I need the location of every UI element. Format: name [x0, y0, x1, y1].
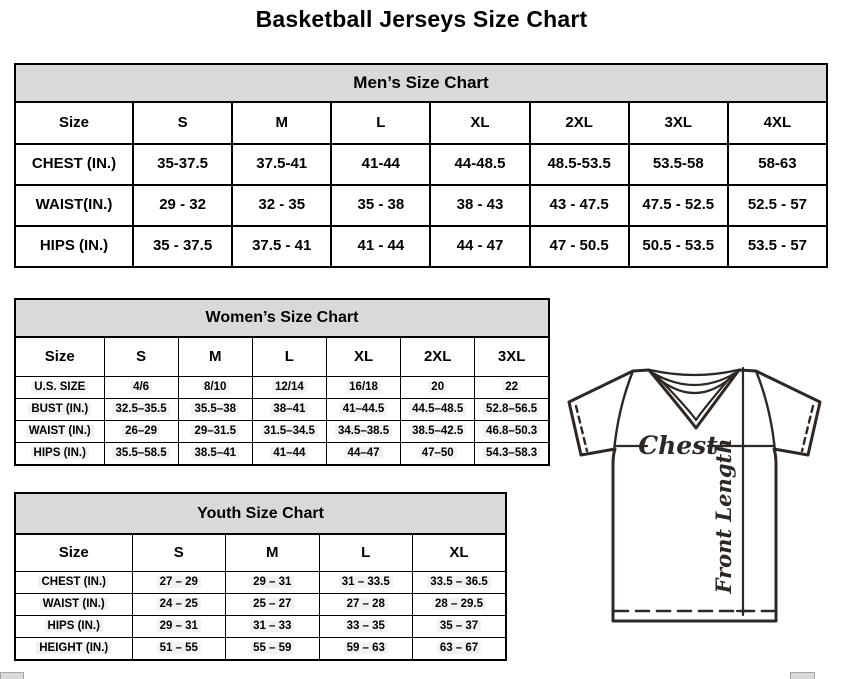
row-label-cell: CHEST (IN.): [15, 144, 133, 185]
value-cell: [475, 399, 549, 421]
value-cell: [413, 638, 507, 661]
value-cell: 47 - 50.5: [530, 226, 629, 267]
value-cell: [132, 638, 226, 661]
row-label-cell: HIPS (IN.): [15, 226, 133, 267]
value-text: 35 – 37: [437, 620, 481, 632]
value-text: 44.5–48.5: [409, 403, 466, 415]
value-cell: [401, 399, 475, 421]
value-cell: [178, 399, 252, 421]
size-header-cell: S: [132, 534, 226, 572]
size-header-cell: S: [104, 337, 178, 377]
row-label-cell: [15, 638, 132, 661]
value-text: 31 – 33: [250, 620, 294, 632]
size-header-cell: 2XL: [530, 102, 629, 144]
jersey-measurement-diagram: [553, 358, 837, 634]
row-label-cell: [15, 594, 132, 616]
value-cell: 58-63: [728, 144, 827, 185]
value-cell: 53.5-58: [629, 144, 728, 185]
value-text: 8/10: [201, 381, 229, 393]
value-cell: [319, 594, 413, 616]
value-text: 46.8–50.3: [483, 425, 540, 437]
chest-label: Chest: [638, 431, 718, 460]
value-text: 32.5–35.5: [112, 403, 169, 415]
size-header-cell: L: [252, 337, 326, 377]
size-header-cell: S: [133, 102, 232, 144]
value-cell: [401, 377, 475, 399]
value-text: 54.3–58.3: [483, 447, 540, 459]
value-text: 31.5–34.5: [261, 425, 318, 437]
value-text: 38.5–42.5: [409, 425, 466, 437]
size-header-cell: 3XL: [629, 102, 728, 144]
size-column-header: Size: [15, 102, 133, 144]
value-cell: [178, 377, 252, 399]
value-text: 29–31.5: [191, 425, 239, 437]
value-cell: [401, 421, 475, 443]
value-text: 47–50: [419, 447, 457, 459]
value-text: 31 – 33.5: [339, 576, 393, 588]
value-text: 26–29: [122, 425, 160, 437]
value-cell: 35 - 38: [331, 185, 430, 226]
youth-chart-title: Youth Size Chart: [15, 493, 506, 534]
value-cell: [475, 377, 549, 399]
value-cell: [252, 377, 326, 399]
value-text: 4/6: [130, 381, 152, 393]
value-cell: [326, 399, 400, 421]
size-column-header: Size: [15, 534, 132, 572]
value-cell: [319, 638, 413, 661]
size-header-cell: M: [226, 534, 320, 572]
row-label-cell: [15, 399, 104, 421]
value-cell: [104, 377, 178, 399]
value-text: 28 – 29.5: [432, 598, 486, 610]
value-cell: 44 - 47: [430, 226, 529, 267]
value-cell: [132, 572, 226, 594]
value-cell: [319, 616, 413, 638]
size-header-cell: XL: [326, 337, 400, 377]
value-cell: [413, 616, 507, 638]
value-cell: [226, 572, 320, 594]
size-header-cell: M: [178, 337, 252, 377]
value-cell: 35 - 37.5: [133, 226, 232, 267]
bottom-right-fragment: [790, 672, 815, 679]
youth-size-chart-table: [14, 492, 507, 661]
value-cell: [226, 616, 320, 638]
value-cell: 47.5 - 52.5: [629, 185, 728, 226]
value-text: 12/14: [272, 381, 307, 393]
bottom-left-fragment: [0, 672, 24, 679]
row-label-cell: [15, 572, 132, 594]
value-cell: [104, 421, 178, 443]
womens-size-chart-table: [14, 298, 550, 466]
value-text: 52.8–56.5: [483, 403, 540, 415]
value-text: 20: [428, 381, 447, 393]
value-cell: 29 - 32: [133, 185, 232, 226]
value-cell: [226, 638, 320, 661]
value-text: 16/18: [346, 381, 381, 393]
value-cell: 53.5 - 57: [728, 226, 827, 267]
value-text: 35.5–38: [191, 403, 239, 415]
value-cell: [252, 443, 326, 466]
row-label-cell: [15, 616, 132, 638]
value-text: 25 – 27: [250, 598, 294, 610]
value-cell: 32 - 35: [232, 185, 331, 226]
value-cell: 37.5-41: [232, 144, 331, 185]
value-cell: [326, 421, 400, 443]
row-label-cell: [15, 377, 104, 399]
value-text: 51 – 55: [157, 642, 201, 654]
size-header-cell: 2XL: [401, 337, 475, 377]
value-text: 38–41: [270, 403, 308, 415]
value-text: 22: [502, 381, 521, 393]
collar-top-line: [650, 370, 738, 375]
value-text: 27 – 29: [157, 576, 201, 588]
value-cell: [178, 443, 252, 466]
value-cell: [252, 421, 326, 443]
size-header-cell: 4XL: [728, 102, 827, 144]
value-text: 33 – 35: [344, 620, 388, 632]
value-text: 41–44.5: [340, 403, 388, 415]
value-cell: [252, 399, 326, 421]
value-cell: 38 - 43: [430, 185, 529, 226]
value-text: 38.5–41: [191, 447, 239, 459]
row-label-cell: [15, 421, 104, 443]
value-cell: [401, 443, 475, 466]
value-text: 29 – 31: [157, 620, 201, 632]
value-cell: 48.5-53.5: [530, 144, 629, 185]
size-header-cell: XL: [430, 102, 529, 144]
womens-chart-title: Women’s Size Chart: [15, 299, 549, 337]
row-label-text: WAIST (IN.): [26, 425, 94, 437]
value-cell: 43 - 47.5: [530, 185, 629, 226]
page-title: Basketball Jerseys Size Chart: [255, 6, 588, 32]
value-cell: [104, 399, 178, 421]
value-cell: [413, 572, 507, 594]
value-cell: [413, 594, 507, 616]
row-label-text: HIPS (IN.): [45, 620, 103, 632]
value-cell: 52.5 - 57: [728, 185, 827, 226]
size-column-header: Size: [15, 337, 104, 377]
value-cell: [178, 421, 252, 443]
row-label-text: WAIST (IN.): [40, 598, 108, 610]
value-cell: [475, 443, 549, 466]
size-header-cell: 3XL: [475, 337, 549, 377]
mens-size-chart-table: [14, 63, 828, 268]
row-label-text: CHEST (IN.): [38, 576, 109, 588]
row-label-text: HEIGHT (IN.): [36, 642, 111, 654]
value-cell: [319, 572, 413, 594]
jersey-outline: [569, 370, 820, 621]
value-cell: 37.5 - 41: [232, 226, 331, 267]
row-label-text: U.S. SIZE: [31, 381, 88, 393]
size-header-cell: L: [331, 102, 430, 144]
value-text: 44–47: [345, 447, 383, 459]
value-text: 63 – 67: [437, 642, 481, 654]
value-cell: [326, 377, 400, 399]
size-header-cell: M: [232, 102, 331, 144]
value-text: 35.5–58.5: [112, 447, 169, 459]
value-cell: 35-37.5: [133, 144, 232, 185]
value-cell: [475, 421, 549, 443]
value-cell: 41 - 44: [331, 226, 430, 267]
size-header-cell: XL: [413, 534, 507, 572]
value-cell: [104, 443, 178, 466]
value-cell: [132, 594, 226, 616]
value-cell: 50.5 - 53.5: [629, 226, 728, 267]
value-text: 59 – 63: [344, 642, 388, 654]
value-text: 24 – 25: [157, 598, 201, 610]
row-label-cell: WAIST(IN.): [15, 185, 133, 226]
row-label-text: BUST (IN.): [28, 403, 91, 415]
value-cell: [226, 594, 320, 616]
value-text: 29 – 31: [250, 576, 294, 588]
value-text: 41–44: [270, 447, 308, 459]
value-cell: 41-44: [331, 144, 430, 185]
mens-chart-title: Men’s Size Chart: [15, 64, 827, 102]
value-cell: [132, 616, 226, 638]
row-label-cell: [15, 443, 104, 466]
value-text: 33.5 – 36.5: [427, 576, 491, 588]
value-text: 55 – 59: [250, 642, 294, 654]
front-length-label: Front Length: [711, 438, 736, 594]
value-cell: [326, 443, 400, 466]
size-header-cell: L: [319, 534, 413, 572]
value-cell: 44-48.5: [430, 144, 529, 185]
value-text: 34.5–38.5: [335, 425, 392, 437]
row-label-text: HIPS (IN.): [31, 447, 89, 459]
value-text: 27 – 28: [344, 598, 388, 610]
